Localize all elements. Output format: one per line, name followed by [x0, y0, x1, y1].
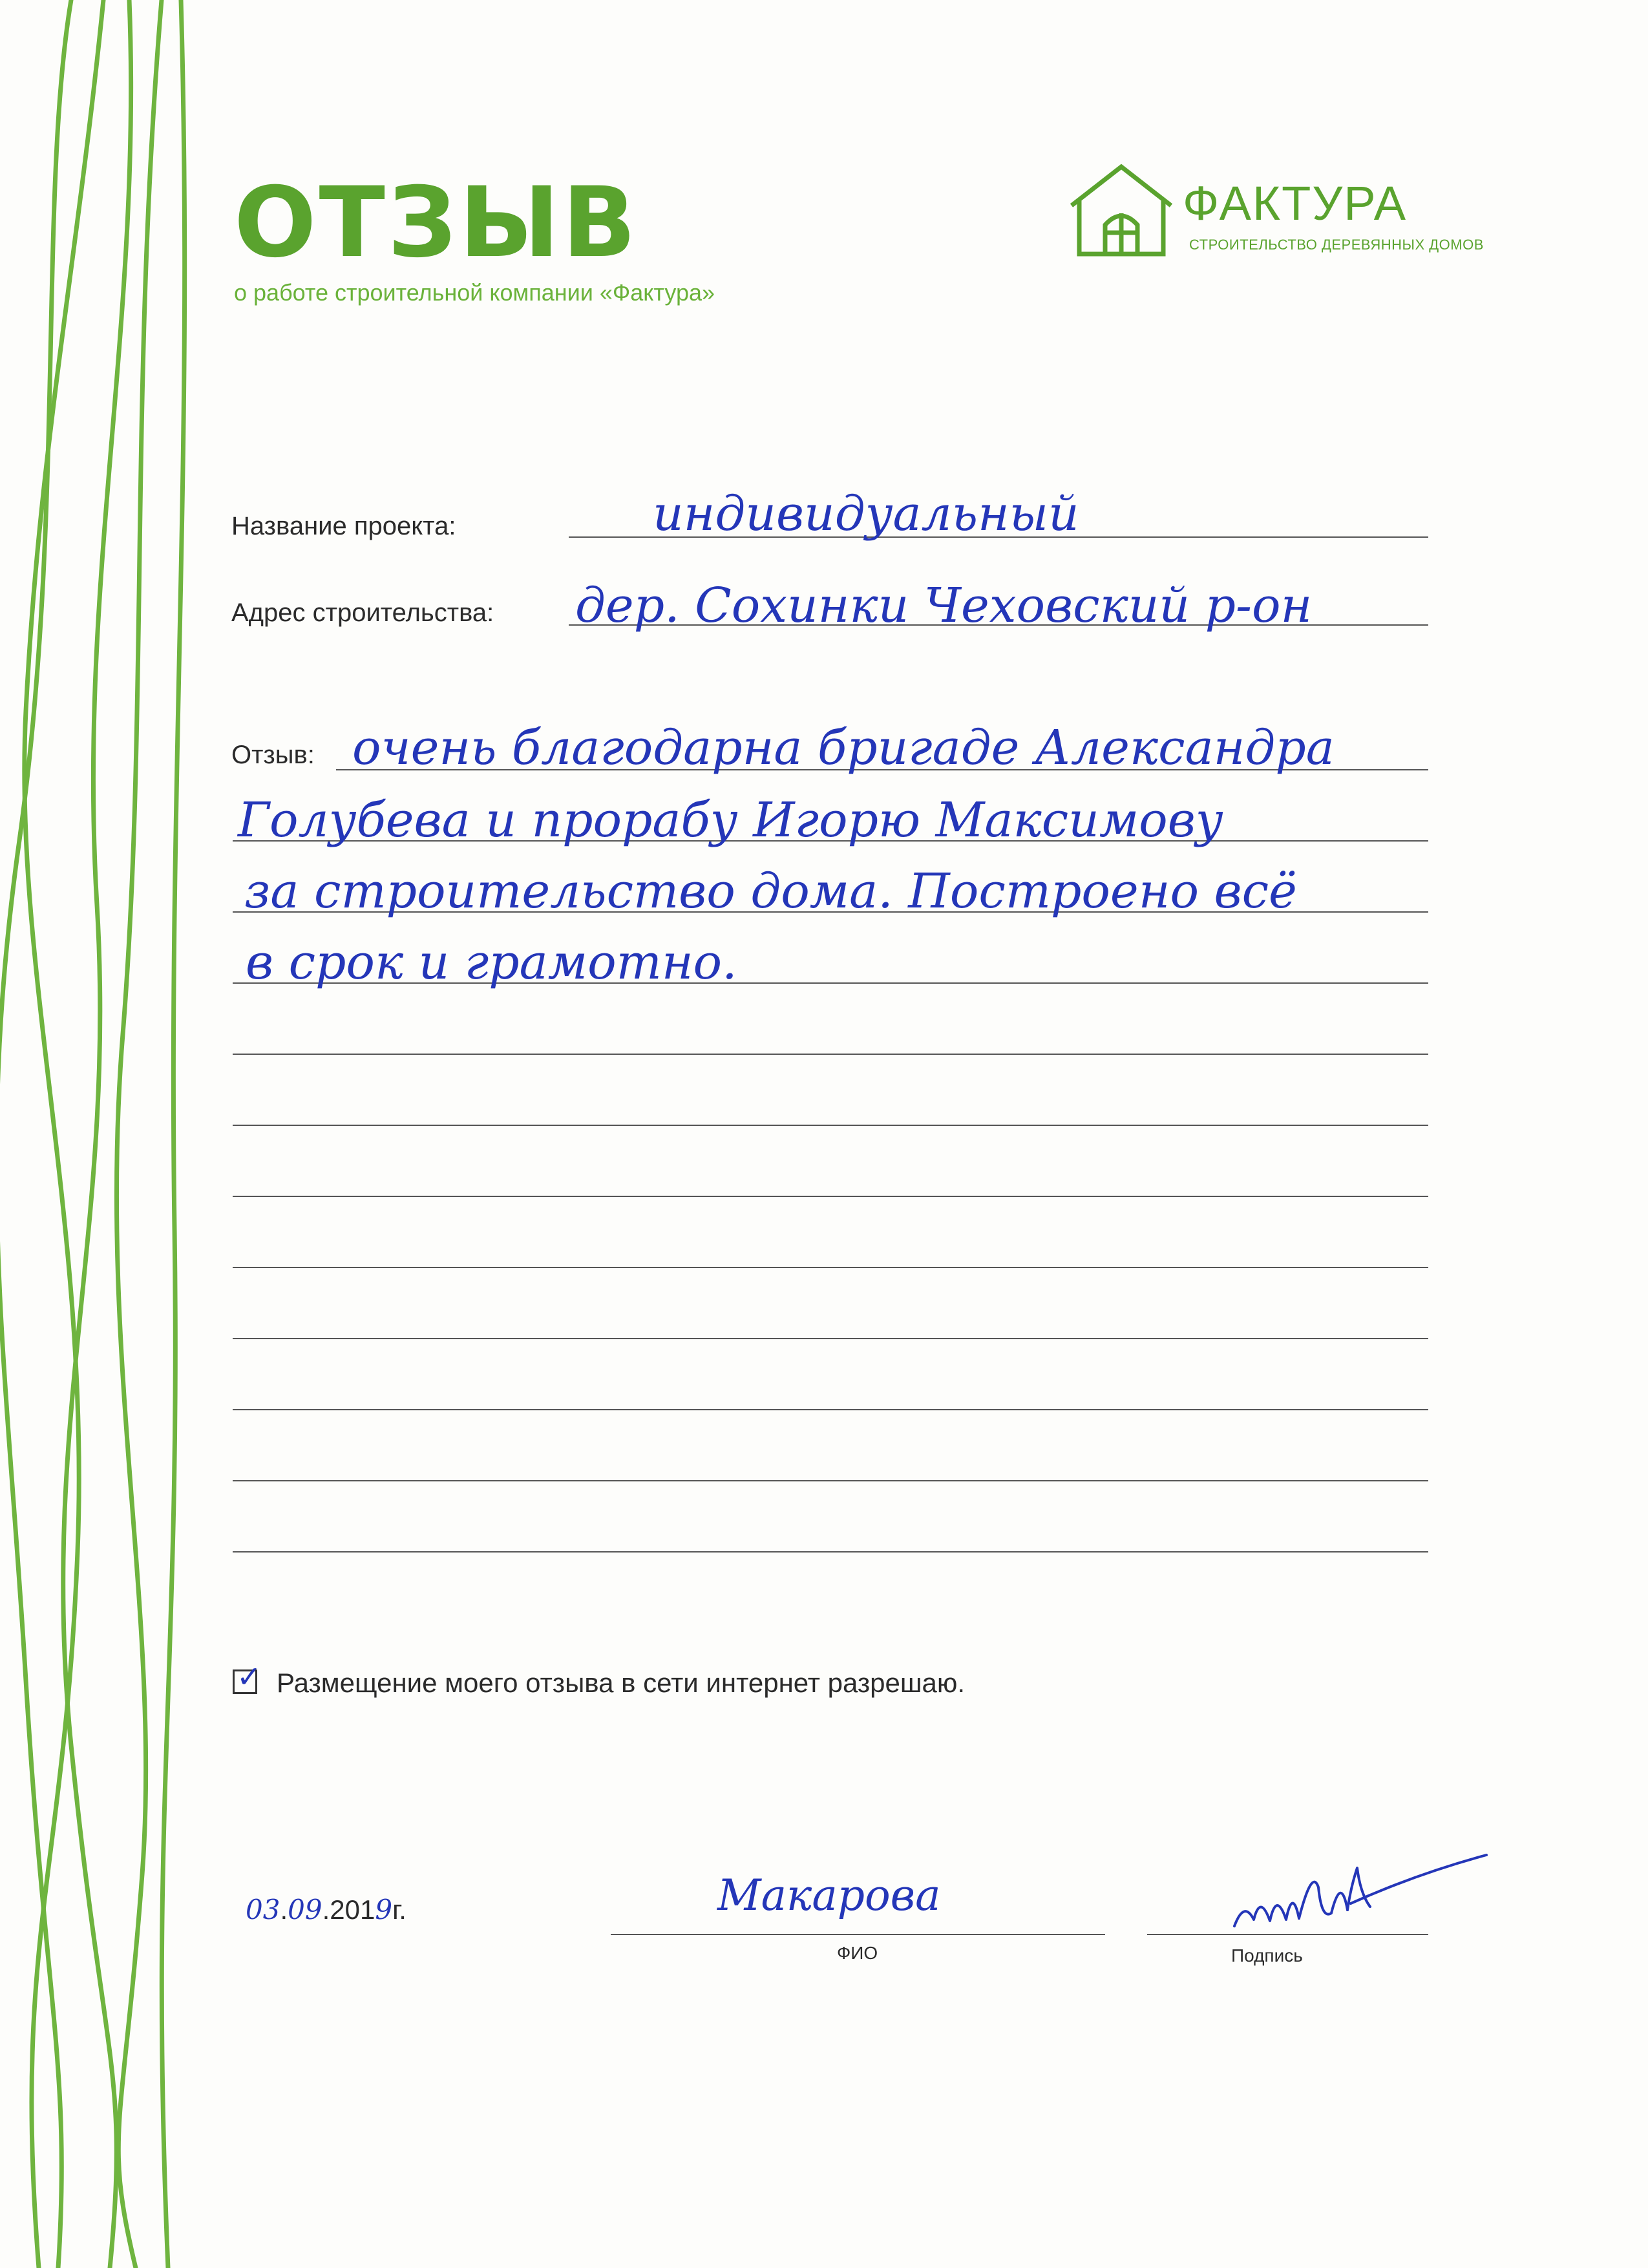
review-rule — [233, 1196, 1428, 1197]
project-value[interactable]: индивидуальный — [653, 486, 1079, 542]
review-rule — [233, 1125, 1428, 1126]
review-line[interactable]: очень благодарна бригаде Александра — [352, 720, 1335, 776]
name-rule — [611, 1934, 1105, 1935]
review-rule — [233, 1480, 1428, 1481]
checkmark-icon: ✓ — [237, 1659, 262, 1694]
review-line[interactable]: за строительство дома. Построено всё — [244, 864, 1297, 919]
project-label: Название проекта: — [231, 512, 456, 540]
date-day: 03 — [246, 1894, 280, 1925]
date-month: 09 — [288, 1894, 322, 1925]
review-line[interactable]: в срок и грамотно. — [246, 935, 737, 990]
review-rule — [233, 1409, 1428, 1410]
signature-label: Подпись — [1231, 1945, 1303, 1966]
consent-text: Размещение моего отзыва в сети интернет разрешаю. — [277, 1668, 966, 1698]
review-rule — [233, 1551, 1428, 1553]
date-separator: . — [280, 1894, 288, 1925]
review-rule — [233, 1054, 1428, 1055]
review-rule — [233, 1338, 1428, 1339]
signature-image — [1221, 1849, 1493, 1945]
page-title: ОТЗЫВ — [234, 167, 639, 279]
decorative-wavy-lines — [0, 0, 207, 2268]
date-year-handwritten: 9 — [375, 1894, 393, 1925]
date-field[interactable] — [246, 1894, 407, 1925]
date-suffix: г. — [392, 1894, 407, 1925]
logo-name: ФАКТУРА — [1183, 176, 1408, 230]
name-label: ФИО — [837, 1943, 878, 1963]
address-value[interactable]: дер. Сохинки Чеховский р-он — [575, 578, 1313, 633]
review-line[interactable]: Голубева и прорабу Игорю Максимову — [238, 792, 1223, 848]
date-separator: . — [322, 1894, 330, 1925]
review-rule — [233, 1267, 1428, 1268]
address-label: Адрес строительства: — [231, 599, 494, 627]
review-label: Отзыв: — [231, 741, 315, 769]
logo-tagline: СТРОИТЕЛЬСТВО ДЕРЕВЯННЫХ ДОМОВ — [1189, 237, 1484, 253]
page-subtitle: о работе строительной компании «Фактура» — [234, 279, 715, 306]
date-year-printed: 201 — [330, 1894, 375, 1925]
name-value[interactable]: Макарова — [717, 1871, 941, 1920]
